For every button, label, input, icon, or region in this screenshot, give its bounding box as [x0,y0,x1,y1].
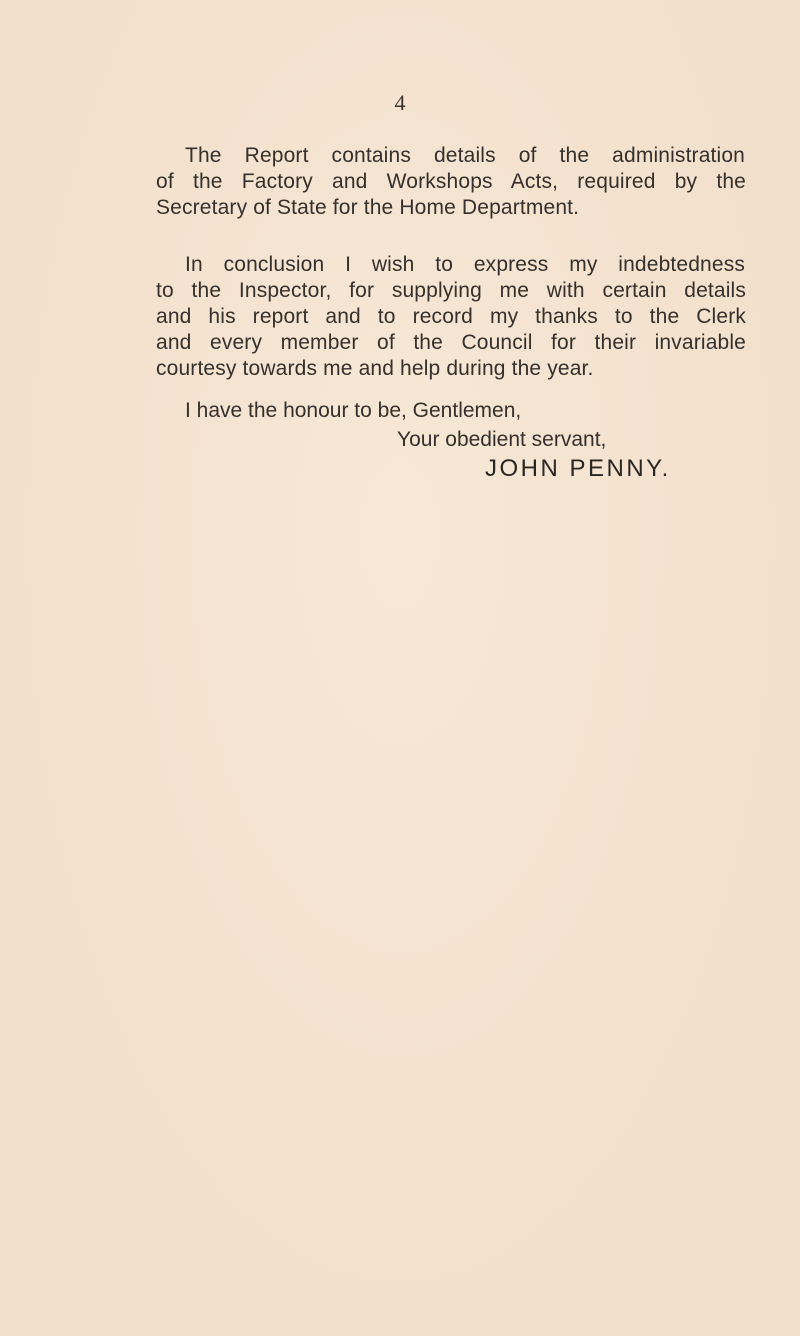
signature: JOHN PENNY. [485,455,671,482]
page-number: 4 [394,90,406,115]
valediction-line: Your obedient servant, [397,428,607,451]
paragraph-line: courtesy towards me and help during the year. [156,357,594,380]
paragraph-line: to the Inspector, for supplying me with certain details [156,279,746,302]
paragraph-line: Secretary of State for the Home Department. [156,196,580,219]
paragraph-line: In conclusion I wish to express my indebtedness [185,253,745,276]
paragraph-line: The Report contains details of the administration [185,144,745,167]
paragraph-line: and his report and to record my thanks to the Clerk [156,305,746,328]
paragraph-line: of the Factory and Workshops Acts, required by the [156,170,746,193]
paragraph-line: and every member of the Council for their invariable [156,331,746,354]
closing-line: I have the honour to be, Gentlemen, [185,399,522,422]
